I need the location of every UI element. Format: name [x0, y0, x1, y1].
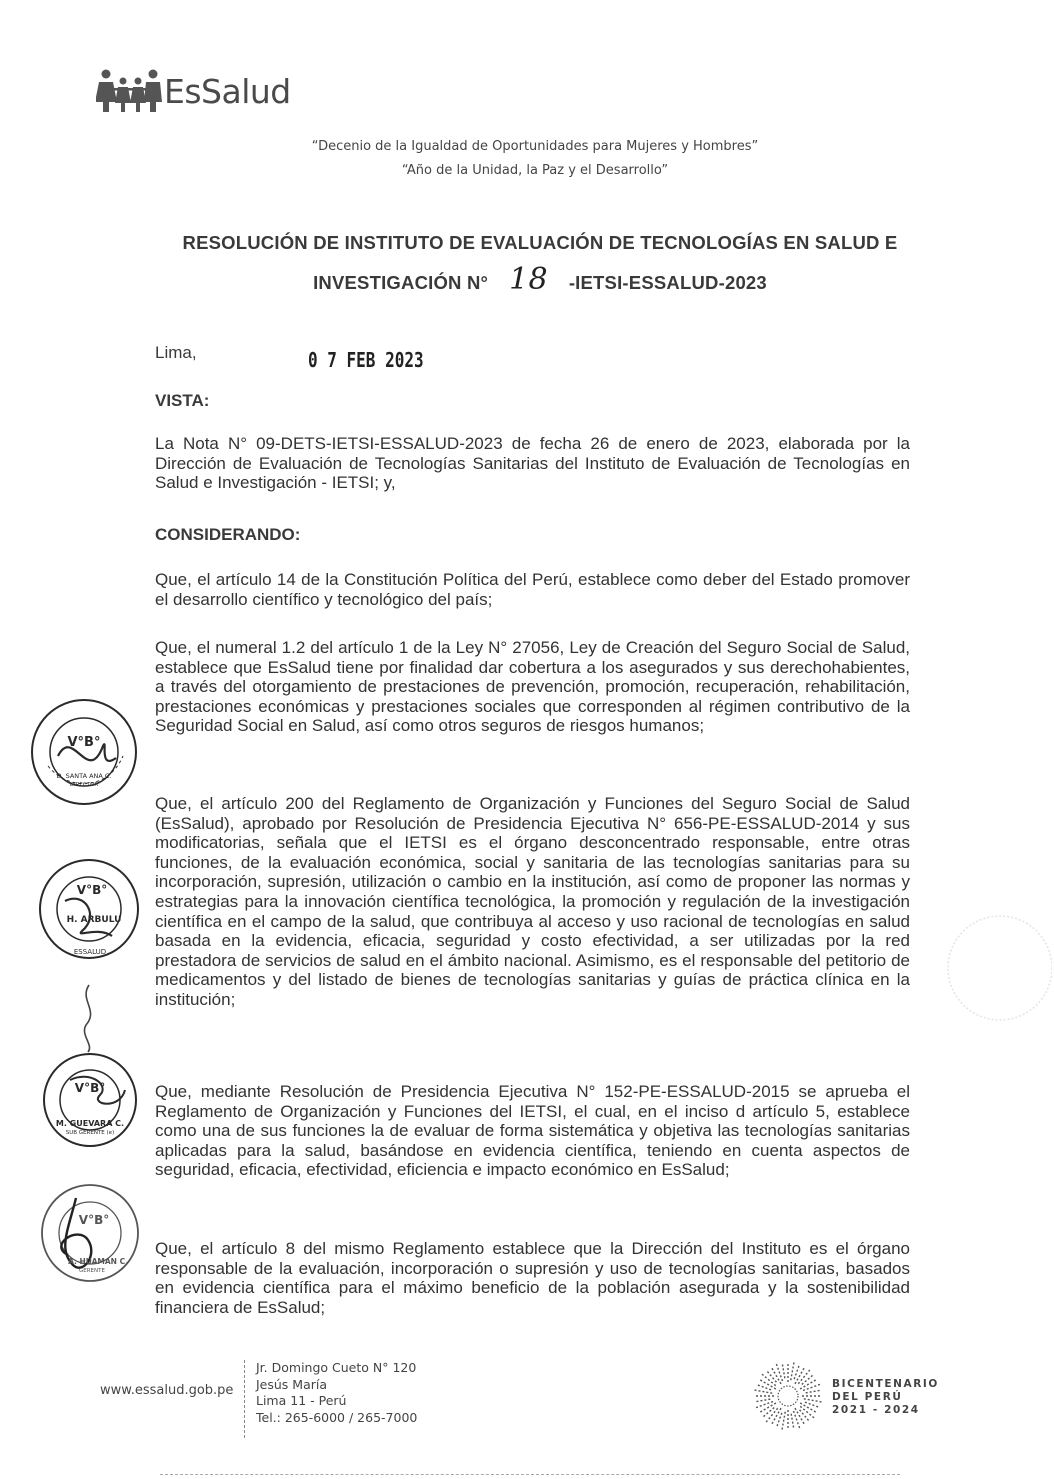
svg-text:DIRECTOR: DIRECTOR	[69, 782, 99, 788]
svg-text:H. ARBULU: H. ARBULU	[66, 915, 122, 925]
page-bottom-rule	[160, 1474, 900, 1476]
address-line: Tel.: 265-6000 / 265-7000	[256, 1409, 418, 1425]
svg-text:D. SANTA ANA C.: D. SANTA ANA C.	[56, 772, 112, 780]
considerando-paragraph: Que, el artículo 200 del Reglamento de Organización y Funciones del Seguro Social de Salud (EsSalud), aprobado por Resolución de Presidencia Ejecutiva N° 656-PE-ESSALUD-2014 y sus modificatorias, señala que el IETSI es el órgano desconcentrado responsable, entre otras funciones, de la evaluación económica, social y sanitaria de las tecnologías sanitarias para su incorporación, supresión, utilización o cambio en la institución, así como de proponer las normas y estrategias para la innovación científica tecnológica, la promoción y regulación de la investigación científica en el campo de la salud, que contribuya al acceso y uso racional de tecnologías en salud basada en la evidencia, eficacia, seguridad y costo efectividad, a ser utilizadas por la red prestadora de servicios de salud en el ámbito nacional. Asimismo, es el responsable del petitorio de medicamentos y del listado de bienes de tecnologías sanitarias y guías de práctica clínica en la institución;	[155, 794, 910, 1009]
footer-divider	[244, 1360, 246, 1438]
handwritten-number: 18	[509, 262, 548, 297]
svg-text:SUB GERENTE (e): SUB GERENTE (e)	[65, 1130, 115, 1136]
svg-text:ESSALUD: ESSALUD	[73, 948, 107, 956]
resolution-title-line1: RESOLUCIÓN DE INSTITUTO DE EVALUACIÓN DE TECNOLOGÍAS EN SALUD E	[182, 232, 898, 253]
bicentenario-line: 2021 - 2024	[832, 1404, 920, 1416]
considerando-paragraph: Que, el artículo 14 de la Constitución Política del Perú, establece como deber del Estado promover el desarrollo científico y tecnológico del país;	[155, 570, 910, 609]
date-stamp: 0 7 FEB 2023	[308, 348, 424, 372]
gerencia-seal	[28, 1180, 152, 1286]
decenio-slogan: “Decenio de la Igualdad de Oportunidades para Mujeres y Hombres”	[311, 139, 759, 154]
subgerencia-seal	[30, 1050, 150, 1150]
considerando-paragraph: Que, mediante Resolución de Presidencia Ejecutiva N° 152-PE-ESSALUD-2015 se aprueba el Reglamento de Organización y Funciones del IETSI, el cual, en el inciso d artículo 5, establece como una de sus funciones la de evaluar de forma sistemática y objetiva las tecnologías sanitarias aplicadas para la salud, basándose en evidencia científica, teniendo en cuenta aspectos de seguridad, eficacia, efectividad, eficiencia e impacto económico en EsSalud;	[155, 1082, 910, 1180]
place-label: Lima,	[155, 343, 197, 362]
considerando-heading: CONSIDERANDO:	[155, 525, 301, 544]
director-seal	[28, 696, 140, 808]
title-prefix: INVESTIGACIÓN N°	[313, 272, 489, 293]
address-line: Jesús María	[256, 1376, 328, 1392]
considerando-paragraph: Que, el numeral 1.2 del artículo 1 de la Ley N° 27056, Ley de Creación del Seguro Social de Salud, establece que EsSalud tiene por finalidad dar cobertura a los asegurados y sus derechohabientes, a través del otorgamiento de prestaciones de prevención, promoción, recuperación, rehabilitación, prestaciones económicas y prestaciones sociales que corresponden al régimen contributivo de la Seguridad Social en Salud, así como otros seguros de riesgos humanos;	[155, 638, 910, 736]
vista-heading: VISTA:	[155, 391, 210, 410]
bicentenario-line: BICENTENARIO	[832, 1378, 939, 1390]
svg-text:V°B°: V°B°	[76, 883, 108, 897]
svg-text:V°B°: V°B°	[74, 1081, 106, 1095]
bicentenario-text	[832, 1378, 939, 1417]
essalud-logo	[96, 66, 316, 116]
svg-text:M. GUEVARA C.: M. GUEVARA C.	[55, 1119, 125, 1128]
address-line: Jr. Domingo Cueto N° 120	[256, 1360, 417, 1375]
vista-text: La Nota N° 09-DETS-IETSI-ESSALUD-2023 de fecha 26 de enero de 2023, elaborada por la Dirección de Evaluación de Tecnologías Sanitarias del Instituto de Evaluación de Tecnologías en Salud e Investigación - IETSI; y,	[155, 434, 910, 493]
considerando-paragraph: Que, el artículo 8 del mismo Reglamento establece que la Dirección del Instituto es el órgano responsable de la evaluación, incorporación o supresión y uso de tecnologías sanitarias, basados en evidencia científica para el máximo beneficio de la población asegurada y la sostenibilidad financiera de EsSalud;	[155, 1239, 910, 1317]
svg-text:V°B°: V°B°	[67, 735, 101, 750]
bicentenario-line: DEL PERÚ	[832, 1391, 903, 1403]
address-line: Lima 11 - Perú	[256, 1393, 347, 1408]
svg-text:A. HUAMAN C.: A. HUAMAN C.	[68, 1257, 128, 1266]
svg-text:V°B°: V°B°	[78, 1213, 110, 1227]
svg-text:GERENTE: GERENTE	[79, 1268, 105, 1274]
website-link[interactable]: www.essalud.gob.pe	[100, 1383, 234, 1398]
logo-text: EsSalud	[164, 71, 291, 111]
footer-address	[256, 1360, 417, 1426]
faint-embossed-seal	[940, 912, 1052, 1024]
family-figures-icon	[96, 68, 162, 114]
handwritten-initial	[74, 980, 104, 1055]
title-suffix: -IETSI-ESSALUD-2023	[568, 272, 767, 293]
bicentenario-logo-icon	[750, 1358, 826, 1434]
resolution-title-line2	[100, 262, 980, 297]
legal-office-seal	[30, 856, 148, 962]
year-slogan: “Año de la Unidad, la Paz y el Desarrollo”	[401, 163, 669, 178]
